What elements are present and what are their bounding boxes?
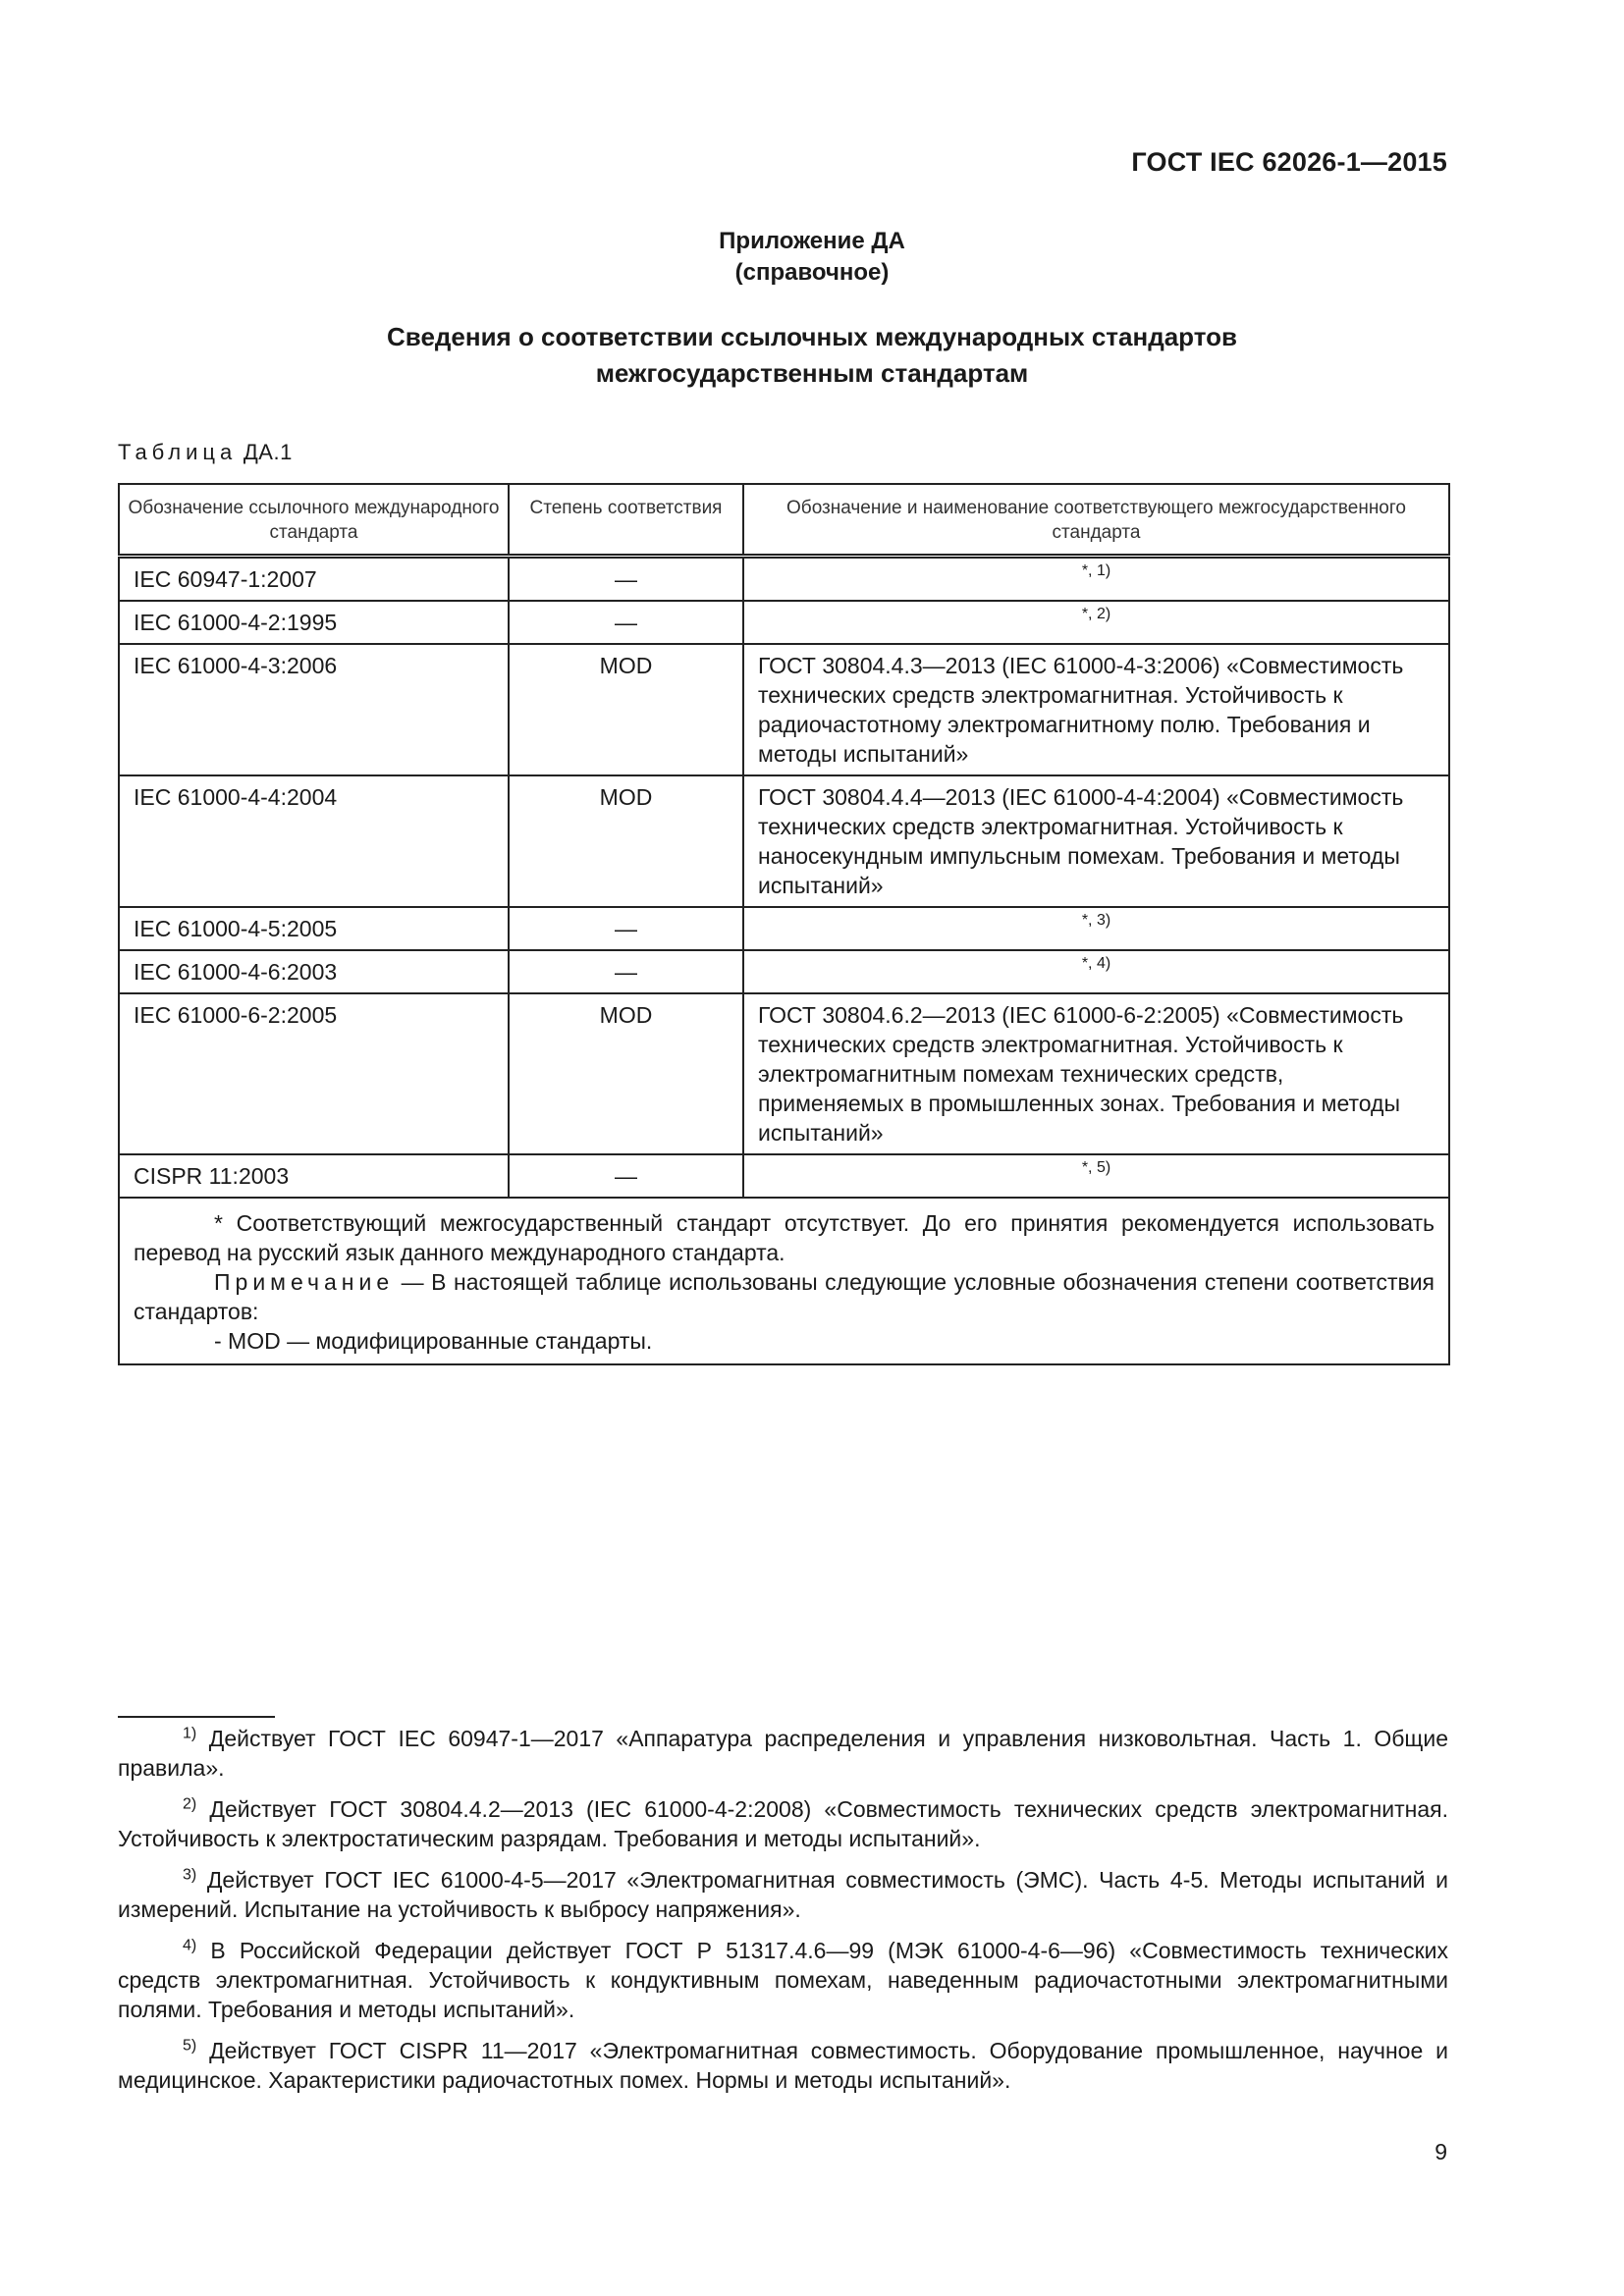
appendix-type: (справочное) [734,259,890,286]
note-paragraph [134,1267,1435,1326]
table-notes [119,1198,1449,1364]
table-row [119,601,1449,644]
cell-gost: ГОСТ 30804.4.3—2013 (IEC 61000-4-3:2006) «Совместимость технических средств электромагнитная. Устойчивость к радиочастотному электромагнитному полю. Требования и методы испытаний» [743,644,1449,775]
table-header-row [119,484,1449,557]
cell-degree: — [509,1154,743,1198]
cell-degree: MOD [509,644,743,775]
footnote-item [118,1724,1448,1783]
cell-standard: IEC 61000-4-3:2006 [119,644,509,775]
appendix-label: Приложение ДА [719,228,905,254]
appendix-heading [0,226,1624,289]
appendix-title-line2: межгосударственным стандартам [595,358,1029,388]
cell-gost: *, 5) [743,1154,1449,1198]
cell-standard: IEC 61000-4-2:1995 [119,601,509,644]
table-row [119,1154,1449,1198]
table-notes-row [119,1198,1449,1364]
footnote-text: Действует ГОСТ 30804.4.2—2013 (IEC 61000-4-2:2008) «Совместимость технических средств электромагнитная. Устойчивость к электростатическим разрядам. Требования и методы испытаний». [118,1796,1448,1851]
note-lead: Примечание [214,1269,395,1295]
table-row [119,950,1449,993]
footnote-text: Действует ГОСТ CISPR 11—2017 «Электромагнитная совместимость. Оборудование промышленное, научное и медицинское. Характеристики радиочастотных помех. Нормы и методы испытаний». [118,2038,1448,2093]
cell-standard: IEC 61000-4-6:2003 [119,950,509,993]
cell-gost: *, 4) [743,950,1449,993]
asterisk-note: * Соответствующий межгосударственный стандарт отсутствует. До его принятия рекомендуется использовать перевод на русский язык данного международного стандарта. [134,1210,1435,1265]
table-row [119,993,1449,1154]
cell-degree: MOD [509,775,743,907]
column-header-standard: Обозначение ссылочного международного стандарта [119,484,509,557]
cell-degree: MOD [509,993,743,1154]
footnote-separator [118,1716,275,1718]
footnote-text: Действует ГОСТ IEC 61000-4-5—2017 «Электромагнитная совместимость (ЭМС). Часть 4-5. Методы испытаний и измерений. Испытание на устойчивость к выбросу напряжения». [118,1867,1448,1922]
table-row [119,775,1449,907]
table-row [119,907,1449,950]
appendix-title-line1: Сведения о соответствии ссылочных международных стандартов [387,322,1237,351]
page-number: 9 [1435,2139,1447,2164]
note-text: — В настоящей таблице использованы следующие условные обозначения степени соответствия стандартов: [134,1269,1435,1324]
table-row [119,644,1449,775]
cell-standard: CISPR 11:2003 [119,1154,509,1198]
standards-table [118,483,1450,1365]
footnote-number: 4) [183,1937,197,1954]
cell-degree: — [509,950,743,993]
table-caption-word: Таблица [118,440,238,464]
cell-gost: *, 3) [743,907,1449,950]
column-header-degree: Степень соответствия [509,484,743,557]
cell-degree: — [509,557,743,602]
cell-standard: IEC 61000-6-2:2005 [119,993,509,1154]
cell-gost: *, 2) [743,601,1449,644]
table-caption [118,440,293,465]
footnote-number: 1) [183,1725,197,1742]
footnote-text: В Российской Федерации действует ГОСТ Р 51317.4.6—99 (МЭК 61000-4-6—96) «Совместимость технических средств электромагнитная. Устойчивость к кондуктивным помехам, наведенным радиочастотными электромагнитными полями. Требования и методы испытаний». [118,1938,1448,2022]
cell-degree: — [509,907,743,950]
table-caption-number: ДА.1 [243,440,293,464]
table-row [119,557,1449,602]
footnote-item [118,2036,1448,2095]
footnote-number: 3) [183,1866,197,1884]
column-header-gost: Обозначение и наименование соответствующего межгосударственного стандарта [743,484,1449,557]
cell-standard: IEC 61000-4-5:2005 [119,907,509,950]
footnote-item [118,1794,1448,1853]
footnote-item [118,1865,1448,1924]
footnote-number: 2) [183,1795,197,1813]
cell-gost: *, 1) [743,557,1449,602]
footnotes [118,1724,1448,2107]
cell-degree: — [509,601,743,644]
cell-gost: ГОСТ 30804.6.2—2013 (IEC 61000-6-2:2005) «Совместимость технических средств электромагнитная. Устойчивость к электромагнитным помехам технических средств, применяемых в промышленных зонах. Требования и методы испытаний» [743,993,1449,1154]
cell-standard: IEC 60947-1:2007 [119,557,509,602]
cell-gost: ГОСТ 30804.4.4—2013 (IEC 61000-4-4:2004) «Совместимость технических средств электромагнитная. Устойчивость к наносекундным импульсным помехам. Требования и методы испытаний» [743,775,1449,907]
footnote-text: Действует ГОСТ IEC 60947-1—2017 «Аппаратура распределения и управления низковольтная. Часть 1. Общие правила». [118,1726,1448,1781]
footnote-number: 5) [183,2037,197,2055]
appendix-title [0,319,1624,392]
mod-definition: - MOD — модифицированные стандарты. [214,1328,653,1354]
document-code: ГОСТ IEC 62026-1—2015 [1131,147,1447,177]
cell-standard: IEC 61000-4-4:2004 [119,775,509,907]
footnote-item [118,1936,1448,2024]
